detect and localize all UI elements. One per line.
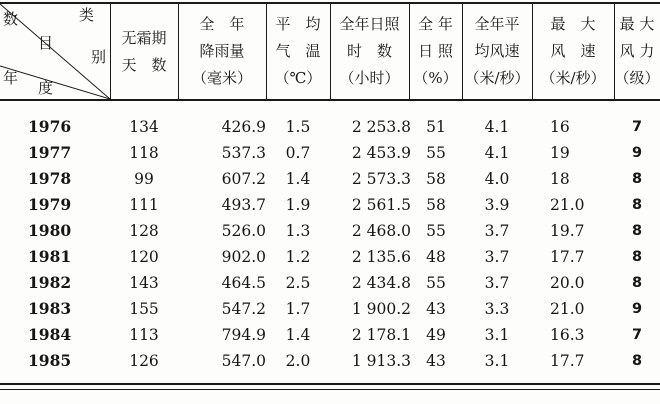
cell-max-force: 9 xyxy=(631,301,643,317)
cell-avg-wind: 3.7 xyxy=(484,248,510,266)
col-header-line: （级） xyxy=(614,69,660,87)
cell-frost-days: 120 xyxy=(129,248,159,266)
col-header-sunshine-pct xyxy=(409,4,462,99)
cell-temperature: 1.2 xyxy=(285,248,311,266)
cell-temperature: 1.5 xyxy=(285,118,311,136)
cell-avg-wind: 3.9 xyxy=(484,196,510,214)
cell-sunshine-hours: 1 913.3 xyxy=(351,352,411,370)
table-row xyxy=(0,322,660,348)
cell-sunshine-hours: 2 434.8 xyxy=(351,274,411,292)
cell-max-force: 8 xyxy=(631,275,643,291)
cell-sunshine-pct: 58 xyxy=(426,196,446,214)
cell-max-wind: 17.7 xyxy=(550,352,585,370)
col-header-line: 时 数 xyxy=(346,42,392,60)
cell-avg-wind: 3.3 xyxy=(484,300,510,318)
corner-label-bie: 别 xyxy=(91,48,107,66)
table-row xyxy=(0,348,660,374)
cell-temperature: 1.4 xyxy=(285,170,311,188)
col-header-frost-days xyxy=(110,4,178,99)
cell-frost-days: 155 xyxy=(129,300,159,318)
cell-max-wind: 21.0 xyxy=(550,300,585,318)
cell-rainfall: 426.9 xyxy=(221,118,266,136)
table-row xyxy=(0,270,660,296)
col-header-line: 风 速 xyxy=(550,42,596,60)
cell-temperature: 0.7 xyxy=(285,144,311,162)
col-header-line: 平 均 xyxy=(275,15,321,33)
col-header-line: 均风速 xyxy=(474,42,520,60)
cell-sunshine-pct: 48 xyxy=(426,248,446,266)
table-row xyxy=(0,296,660,322)
cell-sunshine-hours: 2 178.1 xyxy=(351,326,411,344)
cell-avg-wind: 3.1 xyxy=(484,352,510,370)
col-header-avg-wind xyxy=(462,4,532,99)
cell-sunshine-pct: 49 xyxy=(426,326,446,344)
corner-label-nian: 年 xyxy=(3,69,19,87)
col-header-line: 天 数 xyxy=(121,55,167,74)
col-header-line: 最 大 xyxy=(619,15,655,33)
cell-temperature: 1.7 xyxy=(285,300,311,318)
cell-rainfall: 607.2 xyxy=(221,170,266,188)
col-header-rainfall xyxy=(178,4,266,99)
cell-year: 1982 xyxy=(28,273,72,292)
cell-temperature: 1.4 xyxy=(285,326,311,344)
cell-max-force: 8 xyxy=(631,249,643,265)
cell-year: 1976 xyxy=(28,117,72,136)
col-header-temperature xyxy=(266,4,330,99)
cell-sunshine-hours: 2 573.3 xyxy=(351,170,411,188)
col-header-max-force xyxy=(614,4,660,99)
cell-sunshine-pct: 51 xyxy=(426,118,446,136)
cell-max-force: 8 xyxy=(631,197,643,213)
cell-sunshine-pct: 55 xyxy=(426,144,446,162)
col-header-line: 全年平 xyxy=(474,15,520,33)
cell-max-force: 9 xyxy=(631,145,643,161)
cell-avg-wind: 4.1 xyxy=(484,144,510,162)
cell-rainfall: 794.9 xyxy=(221,326,266,344)
cell-max-wind: 18 xyxy=(550,170,570,188)
cell-year: 1980 xyxy=(28,221,72,240)
cell-frost-days: 111 xyxy=(129,196,159,214)
cell-year: 1981 xyxy=(28,247,72,266)
table-bottom-rule xyxy=(0,383,660,385)
cell-rainfall: 464.5 xyxy=(221,274,266,292)
cell-sunshine-hours: 2 561.5 xyxy=(351,196,411,214)
col-header-line: （毫米） xyxy=(191,69,252,87)
col-header-line: （米/秒） xyxy=(464,69,530,87)
col-header-line: （℃） xyxy=(274,69,322,87)
cell-frost-days: 134 xyxy=(129,118,159,136)
cell-year: 1983 xyxy=(28,299,72,318)
cell-frost-days: 113 xyxy=(129,326,159,344)
table-row xyxy=(0,192,660,218)
cell-sunshine-pct: 43 xyxy=(426,352,446,370)
col-header-line: （小时） xyxy=(339,69,400,87)
table-row xyxy=(0,140,660,166)
cell-sunshine-pct: 43 xyxy=(426,300,446,318)
col-header-line: 气 温 xyxy=(275,42,321,60)
table-row xyxy=(0,244,660,270)
cell-year: 1977 xyxy=(28,143,72,162)
col-header-max-wind xyxy=(532,4,614,99)
col-header-line: （%） xyxy=(413,69,458,87)
cell-sunshine-hours: 2 468.0 xyxy=(351,222,411,240)
cell-max-wind: 16 xyxy=(550,118,570,136)
corner-label-lei: 类 xyxy=(79,6,95,24)
cell-year: 1985 xyxy=(28,351,72,370)
cell-rainfall: 547.0 xyxy=(221,352,266,370)
cell-rainfall: 493.7 xyxy=(221,196,266,214)
cell-sunshine-hours: 2 253.8 xyxy=(351,118,411,136)
col-header-line: 最 大 xyxy=(550,15,596,33)
cell-year: 1978 xyxy=(28,169,72,188)
cell-rainfall: 526.0 xyxy=(221,222,266,240)
col-header-line: （米/秒） xyxy=(540,69,606,87)
cell-max-force: 8 xyxy=(631,353,643,369)
cell-avg-wind: 3.7 xyxy=(484,274,510,292)
cell-temperature: 2.5 xyxy=(285,274,311,292)
cell-sunshine-hours: 2 135.6 xyxy=(351,248,411,266)
cell-sunshine-hours: 2 453.9 xyxy=(351,144,411,162)
header-bottom-rule xyxy=(0,99,660,101)
cell-max-force: 7 xyxy=(631,327,643,343)
cell-year: 1984 xyxy=(28,325,72,344)
table-row xyxy=(0,218,660,244)
cell-frost-days: 143 xyxy=(129,274,159,292)
cell-max-force: 8 xyxy=(631,223,643,239)
cell-sunshine-pct: 55 xyxy=(426,222,446,240)
cell-frost-days: 99 xyxy=(134,170,154,188)
cell-max-wind: 21.0 xyxy=(550,196,585,214)
cell-rainfall: 547.2 xyxy=(221,300,266,318)
cell-max-wind: 16.3 xyxy=(550,326,585,344)
cell-frost-days: 128 xyxy=(129,222,159,240)
cell-year: 1979 xyxy=(28,195,72,214)
cell-temperature: 2.0 xyxy=(285,352,311,370)
table-row xyxy=(0,114,660,140)
cell-avg-wind: 3.7 xyxy=(484,222,510,240)
col-header-line: 全 年 xyxy=(199,15,245,33)
corner-label-mu: 目 xyxy=(38,34,54,52)
corner-label-du: 度 xyxy=(38,79,54,97)
table-row xyxy=(0,166,660,192)
col-header-sunshine-hours xyxy=(330,4,409,99)
cell-sunshine-pct: 55 xyxy=(426,274,446,292)
cell-max-wind: 19 xyxy=(550,144,570,162)
cell-max-wind: 17.7 xyxy=(550,248,585,266)
cell-rainfall: 537.3 xyxy=(221,144,266,162)
col-header-line: 风 力 xyxy=(619,42,655,60)
corner-header xyxy=(0,4,110,99)
cell-rainfall: 902.0 xyxy=(221,248,266,266)
cell-avg-wind: 4.0 xyxy=(484,170,510,188)
cell-temperature: 1.3 xyxy=(285,222,311,240)
col-header-line: 日 照 xyxy=(418,42,453,60)
cell-avg-wind: 3.1 xyxy=(484,326,510,344)
cell-frost-days: 126 xyxy=(129,352,159,370)
col-header-line: 无霜期 xyxy=(121,28,167,47)
cell-max-force: 7 xyxy=(631,119,643,135)
table-bottom-rule-thin xyxy=(0,389,660,390)
cell-frost-days: 118 xyxy=(129,144,159,162)
cell-sunshine-hours: 1 900.2 xyxy=(351,300,411,318)
cell-max-wind: 20.0 xyxy=(550,274,585,292)
cell-max-force: 8 xyxy=(631,171,643,187)
cell-sunshine-pct: 58 xyxy=(426,170,446,188)
cell-avg-wind: 4.1 xyxy=(484,118,510,136)
col-header-line: 降雨量 xyxy=(199,42,245,60)
cell-temperature: 1.9 xyxy=(285,196,311,214)
col-header-line: 全年日照 xyxy=(339,15,400,33)
corner-label-shu: 数 xyxy=(3,10,19,28)
cell-max-wind: 19.7 xyxy=(550,222,585,240)
col-header-line: 全 年 xyxy=(418,15,453,33)
